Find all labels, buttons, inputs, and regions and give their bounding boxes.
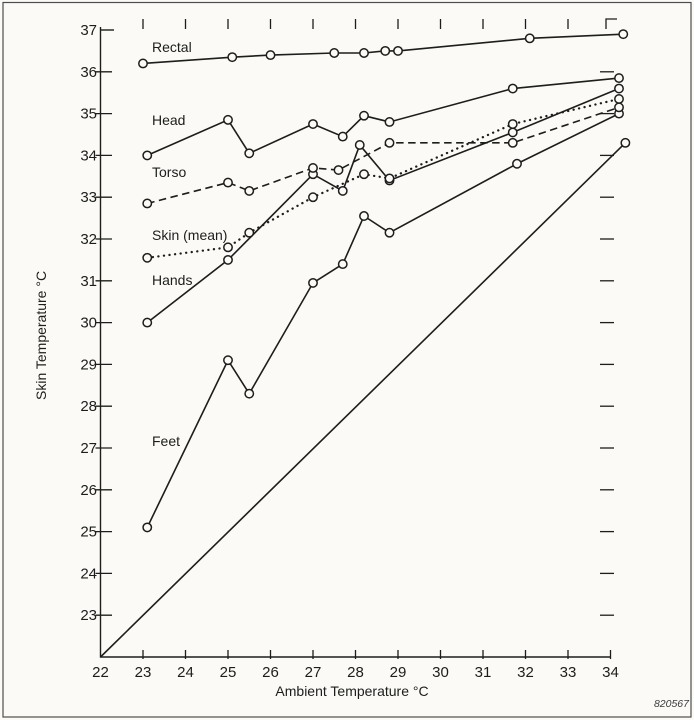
- x-tick-label: 25: [219, 664, 237, 681]
- data-point-marker: [513, 160, 521, 168]
- data-point-marker: [224, 116, 232, 124]
- data-point-marker: [509, 139, 517, 147]
- series-label-hands: Hands: [152, 272, 193, 288]
- data-point-marker: [143, 254, 151, 262]
- x-tick-label: 29: [389, 664, 407, 681]
- data-point-marker: [224, 256, 232, 264]
- series-label-skin-mean: Skin (mean): [152, 227, 228, 243]
- y-tick-label: 34: [80, 147, 97, 165]
- data-point-marker: [309, 279, 317, 287]
- data-point-marker: [245, 149, 253, 157]
- x-tick-label: 28: [347, 664, 364, 681]
- data-point-marker: [245, 187, 253, 195]
- data-point-marker: [245, 389, 253, 397]
- series-label-feet: Feet: [152, 433, 181, 449]
- y-tick-label: 28: [80, 398, 97, 416]
- y-tick-label: 23: [80, 607, 97, 625]
- data-point-marker: [339, 132, 347, 140]
- y-tick-label: 29: [80, 356, 97, 374]
- y-tick-label: 30: [80, 314, 97, 332]
- y-axis-title: Skin Temperature °C: [33, 270, 49, 400]
- data-point-marker: [385, 174, 393, 182]
- data-point-marker: [509, 84, 517, 92]
- x-tick-label: 27: [304, 664, 322, 681]
- x-tick-label: 34: [602, 664, 619, 681]
- data-point-marker: [330, 49, 338, 57]
- y-tick-labels: [80, 22, 97, 624]
- y-tick-label: 37: [80, 22, 97, 39]
- y-tick-label: 26: [80, 481, 97, 499]
- y-tick-label: 33: [80, 189, 97, 207]
- figure-number: 820567: [653, 698, 689, 710]
- x-tick-label: 22: [92, 664, 109, 681]
- x-tick-label: 32: [517, 664, 534, 681]
- data-point-marker: [224, 356, 232, 364]
- data-point-marker: [619, 30, 627, 38]
- data-point-marker: [334, 166, 342, 174]
- data-point-marker: [394, 47, 402, 55]
- data-point-marker: [615, 95, 623, 103]
- x-tick-label: 24: [177, 664, 194, 681]
- data-point-marker: [615, 103, 623, 111]
- data-point-marker: [360, 170, 368, 178]
- data-point-marker: [356, 141, 364, 149]
- data-point-marker: [360, 111, 368, 119]
- y-tick-label: 35: [80, 105, 97, 123]
- data-point-marker: [143, 199, 151, 207]
- data-point-marker: [228, 53, 236, 61]
- data-point-marker: [360, 212, 368, 220]
- data-point-marker: [309, 164, 317, 172]
- data-point-marker: [266, 51, 274, 59]
- data-point-marker: [143, 523, 151, 531]
- x-tick-label: 30: [432, 664, 449, 681]
- data-point-marker: [509, 120, 517, 128]
- y-tick-label: 31: [80, 272, 97, 290]
- data-point-marker: [339, 260, 347, 268]
- x-tick-label: 31: [474, 664, 492, 681]
- x-tick-label: 33: [559, 664, 577, 681]
- y-tick-label: 36: [80, 63, 97, 81]
- data-point-marker: [143, 151, 151, 159]
- data-point-marker: [509, 128, 517, 136]
- y-tick-label: 25: [80, 523, 97, 541]
- data-point-marker: [339, 187, 347, 195]
- series-label-head: Head: [152, 112, 186, 128]
- y-tick-label: 32: [80, 231, 97, 248]
- data-point-marker: [224, 243, 232, 251]
- data-point-marker: [245, 229, 253, 237]
- data-point-marker: [224, 178, 232, 186]
- data-point-marker: [526, 34, 534, 42]
- data-point-marker: [381, 47, 389, 55]
- series-identity-line-markers: [621, 139, 629, 147]
- x-tick-label: 26: [262, 664, 279, 681]
- data-point-marker: [385, 139, 393, 147]
- y-tick-label: 24: [80, 565, 97, 583]
- data-point-marker: [309, 120, 317, 128]
- x-axis-title: Ambient Temperature °C: [275, 683, 429, 699]
- x-tick-label: 23: [134, 664, 152, 681]
- data-point-marker: [139, 59, 147, 67]
- data-point-marker: [360, 49, 368, 57]
- series-label-rectal: Rectal: [152, 39, 192, 55]
- data-point-marker: [385, 118, 393, 126]
- data-point-marker: [385, 229, 393, 237]
- series-label-torso: Torso: [152, 164, 187, 180]
- data-point-marker: [615, 74, 623, 82]
- y-tick-label: 27: [80, 440, 97, 457]
- data-point-marker: [621, 139, 629, 147]
- data-point-marker: [143, 318, 151, 326]
- data-point-marker: [309, 193, 317, 201]
- data-point-marker: [615, 84, 623, 92]
